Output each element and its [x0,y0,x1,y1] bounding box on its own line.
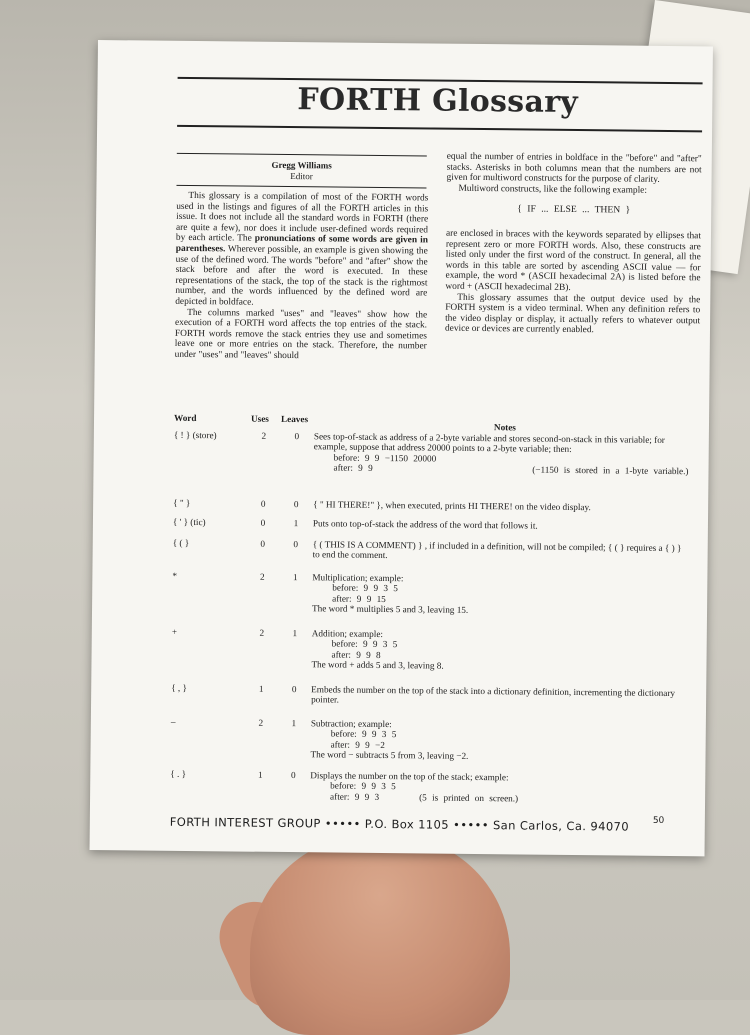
glossary-entry-tic [172,516,693,531]
glossary-entry-store [173,429,694,477]
byline-rule-bottom [176,185,426,189]
entry-after: after: 9 9 −2 [330,739,385,750]
entry-aside: (5 is printed on screen.) [419,792,519,804]
entry-word: { " } [173,497,191,508]
entry-uses: 2 [258,717,264,728]
entry-word: * [172,570,178,581]
entry-note: Puts onto top-of-stack the address of the word that follows it. [312,518,538,531]
intro-paragraph-3: equal the number of entries in boldface in the "before" and "after" stacks. Asterisks in both columns mean that the numbers are not given for multiword constructs for the purpose of clarity. [446,151,702,186]
entry-uses: 2 [260,571,265,582]
construct-example: { IF ... ELSE ... THEN } [517,203,631,216]
entry-tail: The word * multiplies 5 and 3, leaving 15. [312,603,469,616]
entry-uses: 2 [261,430,267,441]
entry-before: before: 9 9 3 5 [330,780,396,792]
author-name: Gregg Williams [271,159,332,171]
intro-paragraph-1: This glossary is a compilation of most of the FORTH words used in the listings and figures of all the FORTH articles in this issue. It does not include all the standard words in FORTH (there are quite a few), nor does it include user-defined words required by each article. The pronunciations of some words are given in parentheses. Wherever possible, an example is given showing the use of the defined word. The words "before" and "after" show the stack before and after the word is executed. In these representations of the stack, the top of the stack is the rightmost number, and the words influenced by the defined word are depicted in boldface. [175,190,429,308]
glossary-entry-subtract [170,716,691,762]
page-title: FORTH Glossary [297,82,579,121]
glossary-entry-add [171,626,692,671]
entry-leaves: 0 [293,499,299,510]
entry-word: { . } [170,768,187,779]
entry-word: – [170,716,176,727]
intro-paragraph-6: This glossary assumes that the output device used by the FORTH system is a video terminal. When any definition refers to the video display or display, it actually refers to whatever output device or devices are currently enabled. [444,292,701,336]
column-header-word: Word [173,412,197,424]
entry-leaves: 0 [294,431,300,442]
entry-word: { ' } (tic) [172,516,206,528]
document-page [90,40,713,856]
entry-leaves: 1 [293,518,299,529]
entry-aside: (−1150 is stored in a 1-byte variable.) [532,464,689,477]
glossary-entry-paren [172,537,693,561]
entry-word: { , } [171,682,187,693]
byline-rule-top [177,153,427,157]
entry-leaves: 0 [291,684,297,695]
entry-note: Embeds the number on the top of the stack into a dictionary definition, incrementing the dictionary pointer. [311,684,676,705]
intro-column-left [175,191,429,363]
column-header-uses: Uses [250,413,269,424]
entry-uses: 0 [260,498,266,509]
entry-before: before: 9 9 3 5 [332,582,398,594]
entry-leaves: 1 [293,572,298,583]
entry-uses: 2 [259,627,265,638]
entry-word: { ( } [172,537,190,548]
entry-after: after: 9 9 8 [331,649,381,660]
entry-leaves: 1 [292,628,298,639]
entry-after: after: 9 9 3 (5 is printed on screen.) [330,791,519,804]
glossary-entry-dot [170,768,690,804]
entry-note: Multiplication; example: before: 9 9 3 5 after: 9 9 15 The word * multiplies 5 and 3, leaving 15. [312,572,687,618]
entry-before: before: 9 9 3 5 [331,638,398,650]
entry-leaves: 0 [290,770,296,781]
entry-after: after: 9 9 (−1150 is stored in a 1-byte variable.) [333,462,689,477]
entry-note: { " HI THERE!" }, when executed, prints HI THERE! on the video display. [313,499,591,513]
byline [177,159,427,184]
entry-note: Addition; example: before: 9 9 3 5 after: 9 9 8 The word + adds 5 and 3, leaving 8. [311,628,686,674]
entry-word: + [171,626,178,637]
entry-uses: 1 [258,683,264,694]
glossary-entry-quote [173,497,693,513]
entry-word: { ! } (store) [173,429,217,441]
intro-paragraph-5: are enclosed in braces with the keywords separated by ellipses that represent zero or more FORTH words. Also, these constructs are listed only under the first word of the construct. In general, all the words in this table are sorted by ascending ASCII value — for example, the word * (ASCII hexadecimal 2A) is listed before the word + (ASCII hexadecimal 2B). [445,228,702,293]
glossary-entry-comma [171,682,691,705]
entry-tail: The word + adds 5 and 3, leaving 8. [311,659,444,671]
intro-column-right [445,152,702,338]
entry-leaves: 1 [291,718,297,729]
author-role: Editor [290,171,313,182]
glossary-entry-multiply [172,570,692,616]
publisher-footer: FORTH INTEREST GROUP ••••• P.O. Box 1105 ••••• San Carlos, Ca. 94070 [169,814,630,834]
entry-note: Displays the number on the top of the stack; example: before: 9 9 3 5 after: 9 9 3 (5 is printed on screen.) [310,770,685,805]
column-header-notes: Notes [493,422,516,433]
entry-after: after: 9 9 15 [332,593,386,604]
entry-note: Sees top-of-stack as address of a 2-byte variable and stores second-on-stack in this variable; for example, suppose that address 20000 points to a 2-byte variable; then: before: 9 9 −1150 20000 after: 9 9 (−1150 is stored in a 1-byte variable.) [313,431,689,477]
column-header-leaves: Leaves [280,413,309,425]
entry-tail: The word − subtracts 5 from 3, leaving −2. [310,749,469,762]
entry-note: { ( THIS IS A COMMENT) } , if included in a definition, will not be compiled; { ( } requires a { ) } to end the comment. [312,539,682,561]
intro-paragraph-2: The columns marked "uses" and "leaves" show how the execution of a FORTH word affects the top entries of the stack. FORTH words remove the stack entries they use and sometimes leave one or more entries on the stack. Therefore, the number under "uses" and "leaves" should [174,307,428,362]
entry-leaves: 0 [293,539,299,550]
page-number: 50 [652,815,665,826]
entry-before: before: 9 9 3 5 [330,728,397,740]
entry-uses: 0 [260,517,266,528]
entry-note: Subtraction; example: before: 9 9 3 5 after: 9 9 −2 The word − subtracts 5 from 3, leaving −2. [310,718,685,764]
entry-uses: 0 [260,538,266,549]
intro-paragraph-4: Multiword constructs, like the following example: [458,183,648,196]
entry-uses: 1 [257,769,263,780]
entry-before: before: 9 9 −1150 20000 [333,452,437,464]
title-rule-bottom [177,125,702,132]
